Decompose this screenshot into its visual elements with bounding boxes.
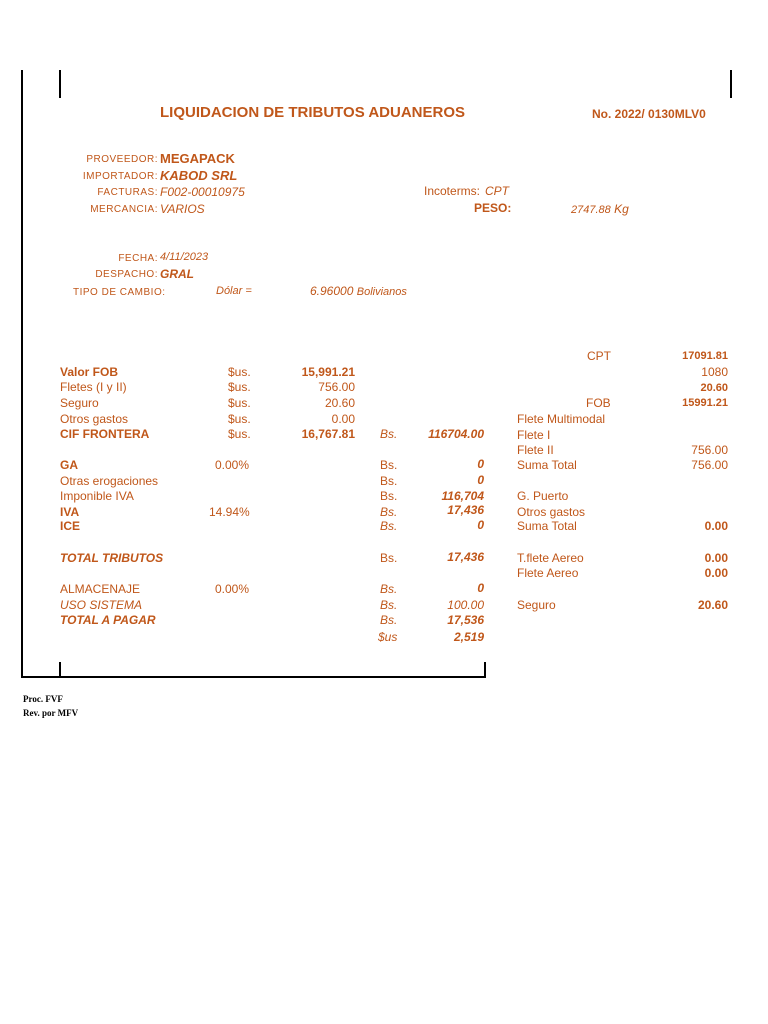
peso-value — [571, 202, 629, 216]
top-left-marker — [59, 70, 61, 98]
otros-gastos-right-label: Otros gastos — [517, 505, 586, 519]
total-pagar-label: TOTAL A PAGAR — [60, 613, 156, 627]
total-pagar-currency: Bs. — [380, 613, 398, 627]
uso-sistema-currency: Bs. — [380, 598, 398, 612]
flete-1-label: Flete I — [517, 428, 551, 442]
flete-aereo-label: Flete Aereo — [517, 566, 579, 580]
otras-erog-value: 0 — [477, 473, 484, 487]
total-tributos-currency: Bs. — [380, 551, 398, 565]
seguro-currency: $us. — [228, 396, 251, 410]
ga-currency: Bs. — [380, 458, 398, 472]
cif-bs-value: 116704.00 — [428, 427, 484, 441]
iva-value: 17,436 — [447, 503, 484, 517]
tflete-aereo-label: T.flete Aereo — [517, 551, 584, 565]
almacenaje-value: 0 — [477, 581, 484, 595]
suma-total-1-label: Suma Total — [517, 458, 577, 472]
seguro-right-value: 20.60 — [697, 598, 728, 612]
top-right-marker — [730, 70, 732, 98]
document-title: LIQUIDACION DE TRIBUTOS ADUANEROS — [160, 104, 466, 121]
total-pagar-value: 17,536 — [447, 613, 484, 627]
importador-label: IMPORTADOR: — [82, 171, 158, 182]
fecha-label: FECHA: — [118, 253, 158, 264]
mercancia-label: MERCANCIA: — [90, 204, 158, 215]
otros-gastos-value: 0.00 — [331, 412, 355, 426]
fletes-value: 756.00 — [318, 380, 355, 394]
frame-left-border — [21, 70, 23, 678]
frame-bottom-border — [21, 676, 486, 678]
imponible-value: 116,704 — [441, 489, 484, 503]
uso-sistema-value: 100.00 — [447, 598, 484, 612]
fob-value: 15991.21 — [682, 397, 728, 409]
facturas-value: F002-00010975 — [160, 185, 245, 199]
fletes-label: Fletes (I y II) — [60, 380, 127, 394]
ice-currency: Bs. — [380, 519, 398, 533]
valor-fob-label: Valor FOB — [60, 365, 119, 379]
dolar-label: Dólar = — [216, 285, 252, 297]
cif-label: CIF FRONTERA — [60, 427, 150, 441]
imponible-label: Imponible IVA — [60, 489, 134, 503]
almacenaje-currency: Bs. — [380, 582, 398, 596]
proveedor-value: MEGAPACK — [160, 151, 235, 166]
ice-value: 0 — [477, 518, 484, 532]
iva-percent: 14.94% — [209, 505, 250, 519]
suma-total-2-label: Suma Total — [517, 519, 577, 533]
tipo-cambio-value — [310, 284, 407, 298]
total-pagar-us-currency: $us — [378, 630, 398, 644]
total-pagar-us-value: 2,519 — [453, 630, 484, 644]
almacenaje-label: ALMACENAJE — [60, 582, 141, 596]
document-number: No. 2022/ 0130MLV0 — [592, 107, 706, 121]
right-value-seguro-top: 20.60 — [700, 382, 728, 394]
almacenaje-percent: 0.00% — [215, 582, 250, 596]
ga-label: GA — [60, 458, 78, 472]
facturas-label: FACTURAS: — [97, 187, 158, 198]
proveedor-label: PROVEEDOR: — [86, 154, 158, 165]
tipo-cambio-label: TIPO DE CAMBIO: — [73, 287, 166, 298]
incoterms-value: CPT — [485, 184, 509, 198]
cpt-value: 17091.81 — [682, 350, 728, 362]
footer-proc: Proc. FVF — [23, 694, 63, 704]
otros-gastos-currency: $us. — [228, 412, 251, 426]
flete-2-label: Flete II — [517, 443, 554, 457]
cif-value: 16,767.81 — [301, 427, 355, 441]
tipo-cambio-number: 6.96000 — [310, 284, 354, 298]
fletes-currency: $us. — [228, 380, 251, 394]
uso-sistema-label: USO SISTEMA — [60, 598, 143, 612]
importador-value: KABOD SRL — [160, 168, 238, 183]
seguro-right-label: Seguro — [517, 598, 556, 612]
footer-rev: Rev. por MFV — [23, 708, 79, 718]
cif-currency: $us. — [228, 427, 251, 441]
ga-value: 0 — [477, 457, 484, 471]
despacho-label: DESPACHO: — [95, 269, 158, 280]
iva-label: IVA — [60, 505, 80, 519]
otros-gastos-label: Otros gastos — [60, 412, 129, 426]
seguro-label: Seguro — [60, 396, 99, 410]
tipo-cambio-unit: Bolivianos — [356, 286, 407, 298]
peso-number: 2747.88 — [571, 204, 611, 216]
right-value-1080: 1080 — [701, 365, 728, 379]
ice-label: ICE — [60, 519, 81, 533]
seguro-value: 20.60 — [324, 396, 355, 410]
peso-unit: Kg — [614, 202, 629, 216]
incoterms-label: Incoterms: — [424, 184, 481, 198]
total-tributos-label: TOTAL TRIBUTOS — [60, 551, 164, 565]
flete-2-value: 756.00 — [691, 443, 728, 457]
flete-aereo-value: 0.00 — [704, 566, 728, 580]
fob-label: FOB — [586, 396, 611, 410]
valor-fob-value: 15,991.21 — [301, 365, 355, 379]
mercancia-value: VARIOS — [160, 202, 205, 216]
otras-erog-currency: Bs. — [380, 474, 398, 488]
total-tributos-value: 17,436 — [447, 550, 484, 564]
imponible-currency: Bs. — [380, 489, 398, 503]
otras-erog-label: Otras erogaciones — [60, 474, 159, 488]
cif-bs-currency: Bs. — [380, 427, 398, 441]
peso-label: PESO: — [474, 201, 512, 215]
suma-total-2-value: 0.00 — [704, 519, 728, 533]
cpt-label: CPT — [587, 349, 611, 363]
tflete-aereo-value: 0.00 — [704, 551, 728, 565]
frame-right-tick — [484, 662, 486, 678]
valor-fob-currency: $us. — [228, 365, 251, 379]
frame-inner-tick — [59, 662, 61, 676]
g-puerto-label: G. Puerto — [517, 489, 569, 503]
suma-total-1-value: 756.00 — [691, 458, 728, 472]
fecha-value: 4/11/2023 — [160, 251, 209, 263]
ga-percent: 0.00% — [215, 458, 250, 472]
despacho-value: GRAL — [160, 267, 194, 281]
iva-currency: Bs. — [380, 505, 398, 519]
flete-multimodal-label: Flete Multimodal — [517, 412, 606, 426]
